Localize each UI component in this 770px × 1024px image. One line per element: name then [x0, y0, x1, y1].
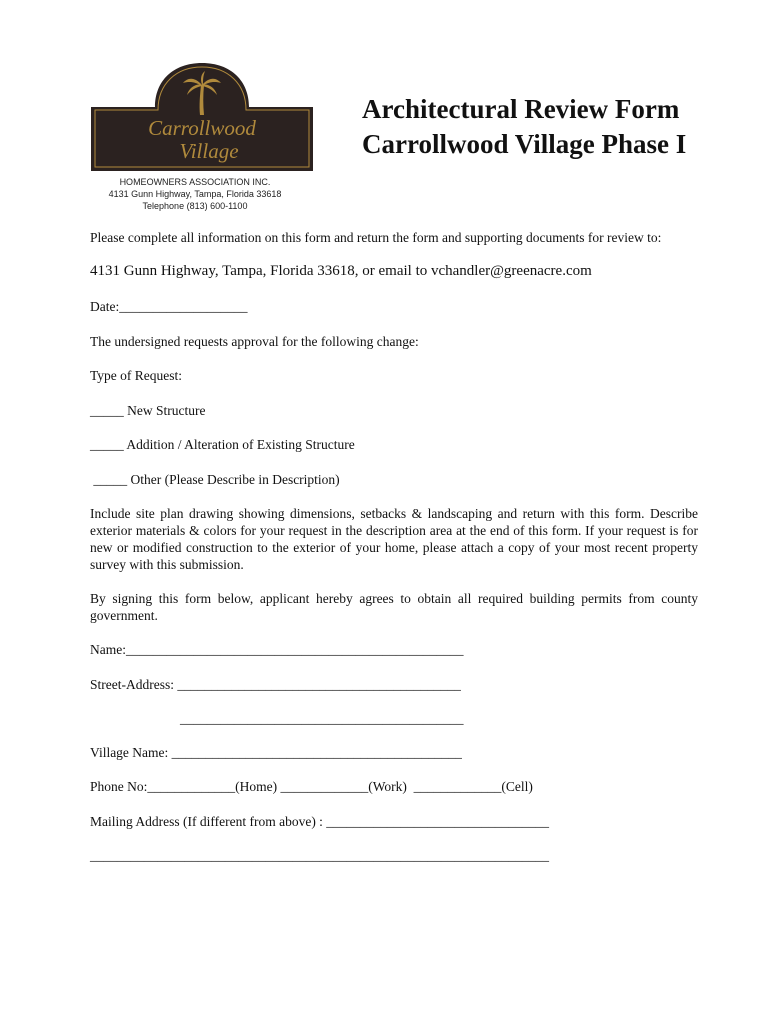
hoa-phone: Telephone (813) 600-1100	[142, 201, 248, 211]
name-field[interactable]: Name:__________________________________________________	[90, 642, 464, 657]
option-other[interactable]: _____ Other (Please Describe in Description)	[90, 472, 340, 487]
street-address-field-line2[interactable]: __________________________________________	[180, 711, 464, 726]
village-name-field[interactable]: Village Name: ___________________________________________	[90, 745, 462, 760]
logo-text-line2: Village	[179, 139, 239, 163]
hoa-info	[86, 176, 304, 212]
mailing-address-field-line2[interactable]: ____________________________________________________________________	[90, 848, 549, 863]
phone-numbers-field[interactable]: Phone No:_____________(Home) _____________(Work) _____________(Cell)	[90, 779, 533, 794]
mailing-address-field[interactable]: Mailing Address (If different from above) : _________________________________	[90, 814, 550, 829]
option-addition-alteration[interactable]: _____ Addition / Alteration of Existing Structure	[90, 437, 355, 452]
return-address-text: 4131 Gunn Highway, Tampa, Florida 33618, or email to vchandler@greenacre.com	[90, 263, 592, 279]
carrollwood-village-logo	[91, 63, 313, 171]
instructions-text: Please complete all information on this form and return the form and supporting documents for review to:	[90, 230, 662, 245]
request-type-label: Type of Request:	[90, 368, 183, 383]
option-new-structure[interactable]: _____ New Structure	[90, 403, 206, 418]
logo-text-line1: Carrollwood	[148, 116, 256, 140]
form-title-line1: Architectural Review Form	[362, 94, 680, 124]
request-intro-text: The undersigned requests approval for the following change:	[90, 334, 419, 349]
hoa-address: 4131 Gunn Highway, Tampa, Florida 33618	[108, 189, 282, 199]
street-address-field[interactable]: Street-Address: __________________________________________	[90, 677, 461, 692]
hoa-name: HOMEOWNERS ASSOCIATION INC.	[119, 177, 271, 187]
date-field[interactable]: Date:___________________	[90, 299, 248, 314]
permits-agreement-text: By signing this form below, applicant hereby agrees to obtain all required building permits from county government.	[90, 591, 698, 623]
site-plan-instructions: Include site plan drawing showing dimensions, setbacks & landscaping and return with this form. Describe exterior materials & colors for your request in the description area at the end of this form. If your request is for new or modified construction to the exterior of your home, please attach a copy of your most recent property survey with this submission.	[90, 506, 698, 572]
form-title	[362, 92, 686, 162]
form-title-line2: Carrollwood Village Phase I	[362, 129, 687, 159]
